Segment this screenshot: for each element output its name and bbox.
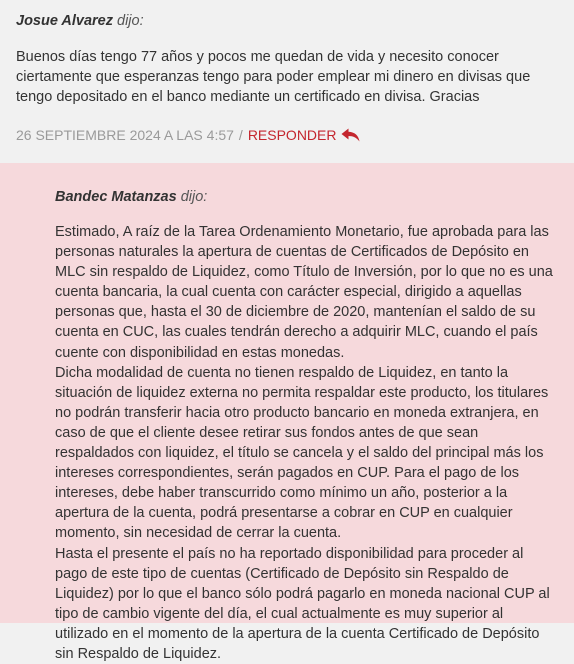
comment-says-label: dijo: [117,13,144,29]
reply-author-name[interactable]: Bandec Matanzas [55,189,177,205]
comment-author-name[interactable]: Josue Alvarez [16,13,113,29]
comment-body: Buenos días tengo 77 años y pocos me quedan de vida y necesito conocer ciertamente que esperanzas tengo para poder emplear mi dinero en divisas que tengo depositado en el banco mediante un certificado en divisa. Gracias [16,47,558,107]
comment-author-line [16,11,558,31]
reply-paragraph: Hasta el presente el país no ha reportado disponibilidad para proceder al pago de este tipo de cuentas (Certificado de Depósito sin Respaldo de Liquidez) por lo que el banco sólo podrá pagarlo en moneda nacional CUP al tipo de cambio vigente del día, el cual actualmente es muy superior al utilizado en el momento de la apertura de la cuenta Certificado de Depósito sin Respaldo de Liquidez. [55,544,558,664]
comment-meta [16,125,558,145]
meta-separator: / [239,125,243,145]
reply-arrow-icon [341,128,360,142]
reply-paragraph: Dicha modalidad de cuenta no tienen respaldo de Liquidez, en tanto la situación de liquidez externa no permita respaldar este producto, los titulares no podrán transferir hacia otro producto bancario en moneda extranjera, en caso de que el cliente desee retirar sus fondos antes de que sean respaldados con liquidez, el título se cancela y el saldo del principal más los intereses correspondientes, serán pagados en CUP. Para el pago de los intereses, debe haber transcurrido como mínimo un año, posterior a la apertura de la cuenta, podrá presentarse a cobrar en CUP en cualquier momento, sin necesidad de cerrar la cuenta. [55,363,558,544]
comment-josue [0,0,574,163]
comment-date[interactable]: 26 SEPTIEMBRE 2024 A LAS 4:57 [16,125,234,145]
reply-body [55,222,558,664]
comment-reply-bandec [0,163,574,623]
reply-button[interactable] [248,125,360,145]
reply-button-label: RESPONDER [248,125,337,145]
reply-says-label: dijo: [181,189,208,205]
reply-paragraph: Estimado, A raíz de la Tarea Ordenamiento Monetario, fue aprobada para las personas naturales la apertura de cuentas de Certificados de Depósito en MLC sin respaldo de Liquidez, como Título de Inversión, por lo que no es una cuenta bancaria, la cual cuenta con carácter especial, dirigido a aquellas personas que, hasta el 30 de diciembre de 2020, mantenían el saldo de su cuenta en CUC, las cuales tendrán derecho a adquirir MLC, cuando el país cuente con disponibilidad en estas monedas. [55,222,558,363]
reply-author-line [55,187,558,207]
